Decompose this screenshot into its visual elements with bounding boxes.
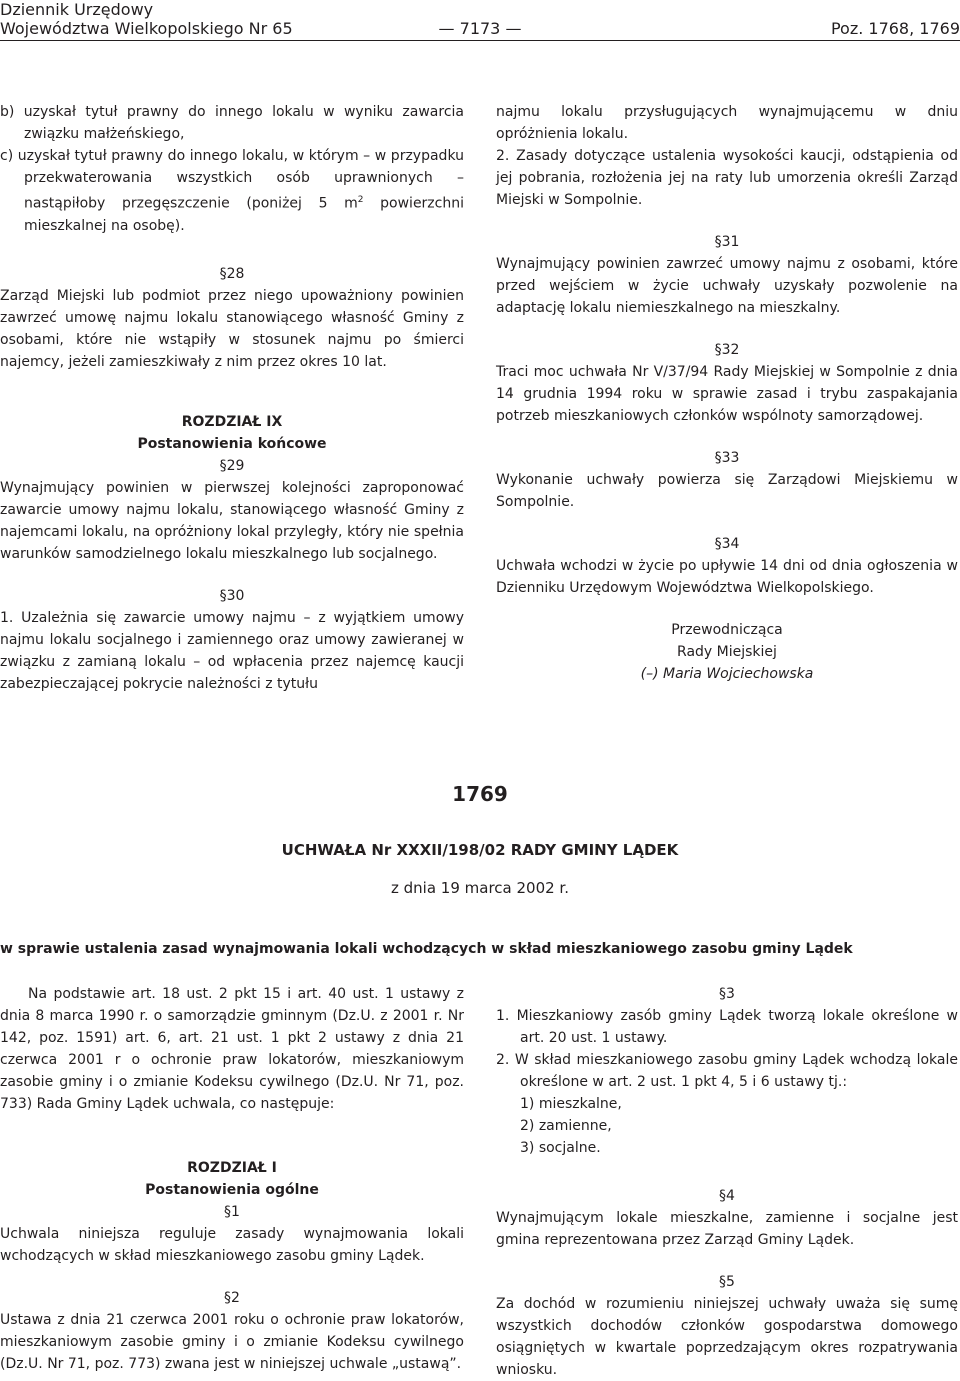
top-right-column xyxy=(496,101,958,685)
section-4-text: Wynajmującym lokale mieszkalne, zamienne i socjalne jest gmina reprezentowana przez Zarząd Gminy Lądek. xyxy=(496,1210,958,1248)
section-4-heading: §4 xyxy=(719,1188,735,1204)
section-32-heading: §32 xyxy=(714,342,740,358)
item-c-text-end: powierzchni mieszkalnej na osobę). xyxy=(24,195,464,234)
section-2-text: Ustawa z dnia 21 czerwca 2001 roku o ochronie praw lokatorów, mieszkaniowym zasobie gminy i o zmianie Kodeksu cywilnego (Dz.U. Nr 71, poz. 773) zwana jest w niniejszej uchwale „ustawą”. xyxy=(0,1312,464,1372)
position-reference: Poz. 1768, 1769 xyxy=(830,19,960,38)
section-31-text: Wynajmujący powinien zawrzeć umowy najmu z osobami, które przed wejściem w życie uchwały uzyskały pozwolenie na adaptację lokalu niemieszkalnego na mieszkalny. xyxy=(496,256,958,316)
chapter-1-heading: ROZDZIAŁ I xyxy=(187,1160,277,1176)
preamble: Na podstawie art. 18 ust. 2 pkt 15 i art. 40 ust. 1 ustawy z dnia 8 marca 1990 r. o samorządzie gminnym (Dz.U. z 2001 r. Nr 142, poz. 1591) art. 6, art. 21 ust. 1 pkt 2 ustawy z dnia 21 czerwca 2001 r o ochronie praw lokatorów, mieszkaniowym zasobie gminy i o zmianie Kodeksu cywilnego (Dz.U. Nr 71, poz. 733) Rada Gminy Lądek uchwala, co następuje: xyxy=(0,986,464,1112)
act-date: z dnia 19 marca 2002 r. xyxy=(390,879,569,897)
section-30-item-2: 2. Zasady dotyczące ustalenia wysokości kaucji, odstąpienia od jej pobrania, rozłożenia jej na raty lub umorzenia określi Zarząd Miejski w Sompolnie. xyxy=(496,148,958,208)
journal-line-2: Województwa Wielkopolskiego Nr 65 xyxy=(0,19,293,38)
act-subject: w sprawie ustalenia zasad wynajmowania lokali wchodzących w skład mieszkaniowego zasobu gminy Lądek xyxy=(0,941,853,957)
section-1-heading: §1 xyxy=(224,1204,240,1220)
item-b: b) uzyskał tytuł prawny do innego lokalu w wyniku zawarcia związku małżeńskiego, xyxy=(0,104,464,142)
section-1-text: Uchwala niniejsza reguluje zasady wynajmowania lokali wchodzących w skład mieszkaniowego zasobu gminy Lądek. xyxy=(0,1226,464,1264)
section-31-heading: §31 xyxy=(714,234,740,250)
signature-body: Rady Miejskiej xyxy=(677,644,777,660)
signature-name: (–) Maria Wojciechowska xyxy=(640,666,814,682)
item-c-text: c) uzyskał tytuł prawny do innego lokalu, w którym – w przypadku przekwaterowania wszystkich osób uprawnionych – nastąpiłoby przegęszczenie (poniżej 5 m xyxy=(0,148,464,212)
section-34-heading: §34 xyxy=(714,536,740,552)
journal-line-1: Dziennik Urzędowy xyxy=(0,0,154,19)
section-33-heading: §33 xyxy=(714,450,740,466)
section-3-subitem-1: 1) mieszkalne, xyxy=(520,1096,622,1112)
section-3-subitem-3: 3) socjalne. xyxy=(520,1140,601,1156)
section-34-text: Uchwała wchodzi w życie po upływie 14 dni od dnia ogłoszenia w Dzienniku Urzędowym Województwa Wielkopolskiego. xyxy=(496,558,958,596)
section-30-continuation: najmu lokalu przysługujących wynajmującemu w dniu opróżnienia lokalu. xyxy=(496,104,958,142)
bottom-left-column xyxy=(0,983,464,1375)
act-number: 1769 xyxy=(452,782,508,806)
section-30-heading: §30 xyxy=(219,587,245,604)
section-5-text: Za dochód w rozumieniu niniejszej uchwały uważa się sumę wszystkich dochodów członków gospodarstwa domowego osiągniętych w kwartale poprzedzającym okres rozpatrywania wniosku. xyxy=(496,1296,958,1378)
section-29-heading: §29 xyxy=(219,457,245,474)
item-c-superscript: 2 xyxy=(357,195,364,205)
section-3-item-2: 2. W skład mieszkaniowego zasobu gminy Lądek wchodzą lokale określone w art. 2 ust. 1 pkt 4, 5 i 6 ustawy tj.: xyxy=(496,1052,958,1090)
signature-role: Przewodnicząca xyxy=(671,622,783,638)
chapter-9-title: Postanowienia końcowe xyxy=(137,435,327,452)
section-3-subitem-2: 2) zamienne, xyxy=(520,1118,612,1134)
section-5-heading: §5 xyxy=(719,1274,735,1290)
section-30-item-1: 1. Uzależnia się zawarcie umowy najmu – z wyjątkiem umowy najmu lokalu socjalnego i zamiennego oraz umowy zawieranej w związku z zamianą lokalu – od wpłacenia przez najemcę kaucji zabezpieczającej pokrycie należności z tytułu xyxy=(0,609,464,692)
section-28-text: Zarząd Miejski lub podmiot przez niego upoważniony powinien zawrzeć umowę najmu lokalu stanowiącego własność Gminy z osobami, które nie wstąpiły w stosunek najmu po śmierci najemcy, jeżeli zamieszkiwały z nim przez okres 10 lat. xyxy=(0,287,464,370)
page-number: — 7173 — xyxy=(438,19,522,38)
top-left-column xyxy=(0,101,464,695)
bottom-right-column xyxy=(496,983,958,1381)
section-28-heading: §28 xyxy=(219,265,245,282)
act-title: UCHWAŁA Nr XXXII/198/02 RADY GMINY LĄDEK xyxy=(281,841,679,859)
header-rule xyxy=(0,40,960,41)
section-3-heading: §3 xyxy=(719,986,735,1002)
item-c xyxy=(0,145,464,237)
section-32-text: Traci moc uchwała Nr V/37/94 Rady Miejskiej w Sompolnie z dnia 14 grudnia 1994 roku w sprawie zasad i trybu zaspakajania potrzeb mieszkaniowych członków wspólnoty samorządowej. xyxy=(496,364,958,424)
chapter-9-heading: ROZDZIAŁ IX xyxy=(181,413,283,430)
section-3-item-1: 1. Mieszkaniowy zasób gminy Lądek tworzą lokale określone w art. 20 ust. 1 ustawy. xyxy=(496,1008,958,1046)
section-29-text: Wynajmujący powinien w pierwszej kolejności zaproponować zawarcie umowy najmu lokalu, stanowiącego własność Gminy z najemcami lokalu, na opróżniony lokal przyległy, który nie spełnia warunków samodzielnego lokalu mieszkalnego lub socjalnego. xyxy=(0,479,464,562)
page-header xyxy=(0,0,960,40)
section-2-heading: §2 xyxy=(224,1290,240,1306)
chapter-1-title: Postanowienia ogólne xyxy=(145,1182,319,1198)
section-33-text: Wykonanie uchwały powierza się Zarządowi Miejskiemu w Sompolnie. xyxy=(496,472,958,510)
